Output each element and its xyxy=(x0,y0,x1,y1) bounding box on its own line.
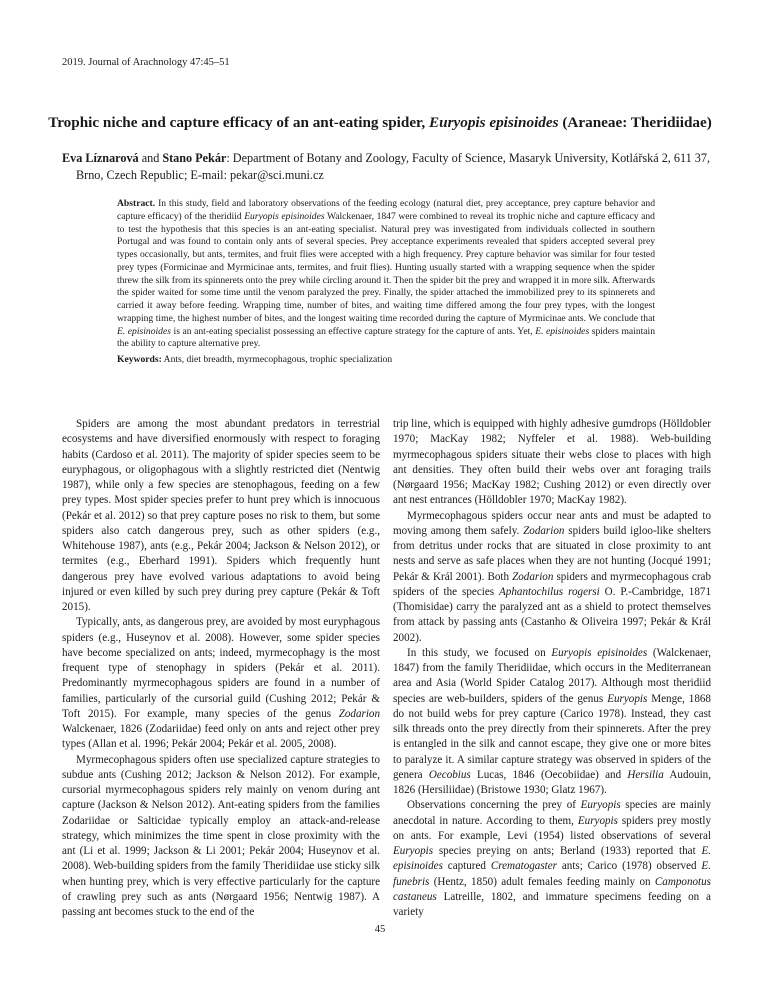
paragraph-text: captured xyxy=(442,860,491,873)
paragraph-text: O. P.-Cambridge, 1871 (Thomisidae) carry the paralyzed ant as a shield to protect themselves from attack by passing ants (Castanho & Oliveira 1997; Pekár & Král 2002). xyxy=(393,585,711,644)
paragraph-continued: trip line, which is equipped with highly adhesive gumdrops (Hölldobler 1970; MacKay 1982; Nyffeler et al. 1988). Web-building myrmecophagous spiders situate their webs close to places with high ant densities. They often build their webs over ant foraging trails (Nørgaard 1956; MacKay 1982; Cushing 2012) or even directly over ant nest entrances (Hölldobler 1970; MacKay 1982). xyxy=(393,418,711,507)
body-column-left xyxy=(62,417,380,920)
abstract-text: is an ant-eating specialist possessing an effective capture strategy for the capture of ants. Yet, xyxy=(170,325,536,337)
title-text: Trophic niche and capture efficacy of an ant-eating spider, xyxy=(48,114,429,131)
paragraph-text: ants; Carico (1978) observed xyxy=(556,860,702,873)
title-text-end: (Araneae: Theridiidae) xyxy=(558,114,712,131)
paragraph-text: Myrmecophagous spiders occur near ants and must be adapted to moving among them safely. xyxy=(393,509,711,537)
author-conjunction: and xyxy=(138,151,163,165)
paragraph: Myrmecophagous spiders often use specialized capture strategies to subdue ants (Cushing 2012; Jackson & Nelson 2012). For example, cursorial myrmecophagous spiders rely mainly on venom during ant capture (Jackson & Nelson 2012). Ant-eating spiders from the families Zodariidae or Salticidae typically employ an attack-and-release strategy, which minimizes the time spent in close proximity with the ant (Li et al. 1999; Jackson & Li 2001; Pekár 2004; Huseynov et al. 2008). Web-building spiders from the family Theridiidae use sticky silk when hunting prey, which is very effective particularly for the capture of crawling prey such as ants (Nørgaard 1956; Nentwig 1987). A passing ant becomes stuck to the end of the xyxy=(62,753,380,918)
paragraph-text: In this study, we focused on xyxy=(407,646,552,659)
species-name: E. funebris xyxy=(393,860,711,888)
species-name: E. episinoides xyxy=(535,325,590,337)
genus-name: Euryopis xyxy=(577,814,618,827)
genus-name: Euryopis xyxy=(393,845,434,857)
paragraph xyxy=(393,798,711,920)
genus-name: Zodarion xyxy=(523,524,565,537)
abstract-text: spiders maintain the ability to capture alternative prey. xyxy=(117,325,656,350)
paragraph-text: Observations concerning the prey of xyxy=(407,799,581,812)
species-name: E. episinoides xyxy=(393,845,711,873)
keywords-text: Ants, diet breadth, myrmecophagous, trophic specialization xyxy=(161,354,393,365)
abstract-text: Walckenaer, 1847 were combined to reveal its trophic niche and capture efficacy and to test the hypothesis that this species is an ant-eating specialist. Natural prey was investigated from individuals collected in southern Portugal and was found to contain only ants of several species. Prey acceptance experiments revealed that spiders accepted several prey types occasionally, but ants, termites, and fruit flies were accepted with a high frequency. Prey capture behavior was similar for four tested prey types (Formicinae and Myrmicinae ants, termites, and fruit flies). Hunting usually started with a wrapping sequence when the spider threw the silk from its spinnerets onto the prey while circling around it. Then the spider bit the prey and wrapped it in more silk. Afterwards the spider waited for some time until the venom paralyzed the prey. Finally, the spider attached the immobilized prey to its spinnerets and carried it away before feeding. Wrapping time, number of bites, and waiting time differed among the four prey types, with the longest wrapping time, the highest number of bites, and the longest waiting time recorded during the capture of Myrmicinae ants. We conclude that xyxy=(117,210,655,324)
genus-name: Zodarion xyxy=(338,707,380,720)
paragraph-text: species preying on ants; Berland (1933) reported that xyxy=(433,845,702,857)
paragraph-text: spiders build igloo-like shelters from detritus under rocks that are situated in close proximity to ant nests and serve as safe places when they are not hunting (Jocqué 1991; Pekár & Král 2001). Both xyxy=(393,524,711,583)
paragraph: Spiders are among the most abundant predators in terrestrial ecosystems and have diversified enormously with respect to foraging habits (Cardoso et al. 2011). The majority of spider species seem to be euryphagous, or oligophagous with a slightly restricted diet (Nentwig 1987), while only a few species are stenophagous, feeding on a few prey types. Most spider species prefer to hunt prey which is innocuous (Pekár et al. 2012) so that prey capture poses no risk to them, but some spiders also catch dangerous prey, such as other spiders (e.g., Whitehouse 1987), ants (e.g., Pekár 2004; Jackson & Nelson 2012), or termites (e.g., Eberhard 1991). Spiders which frequently hunt dangerous prey have evolved various adaptations to avoid being injured or even killed by such prey during prey capture (Pekár & Toft 2015). xyxy=(62,418,380,613)
species-name: E. episinoides xyxy=(117,325,171,337)
paragraph-text: Walckenaer, 1826 (Zodariidae) feed only on ants and reject other prey types (Allan et al. 1996; Pekár 2004; Pekár et al. 2005, 2008). xyxy=(62,723,380,751)
page-number: 45 xyxy=(374,924,386,935)
author-name: Eva Líznarová xyxy=(62,151,139,165)
paragraph-text: Typically, ants, as dangerous prey, are avoided by most euryphagous spiders (e.g., Huseynov et al. 2008). However, some spider species have become specialized on ants; indeed, myrmecophagy is the most frequent type of stenophagy in spiders (Pekár et al. 2011). Predominantly myrmecophagous spiders are found in a number of families, particularly of the cursorial guild (Cushing 2012; Pekár & Toft 2015). For example, many species of the genus xyxy=(62,616,381,720)
affiliation: : Department of Botany and Zoology, Faculty of Science, Masaryk University, Kotlářská 2, 611 37, Brno, Czech Republic; E-mail: pekar@sci.muni.cz xyxy=(76,151,710,182)
paragraph xyxy=(393,509,711,646)
paragraph-text: species are mainly anecdotal in nature. According to them, xyxy=(393,799,711,827)
paragraph xyxy=(62,615,380,752)
keywords xyxy=(117,354,655,365)
abstract-label: Abstract. xyxy=(117,198,156,209)
author-name: Stano Pekár xyxy=(162,151,227,165)
running-head: 2019. Journal of Arachnology 47:45–51 xyxy=(62,57,230,68)
abstract xyxy=(117,198,655,351)
body-column-right xyxy=(393,417,711,920)
genus-name: Euryopis xyxy=(607,692,648,705)
paragraph-text: (Hentz, 1850) adult females feeding mainly on xyxy=(429,875,655,888)
author-block xyxy=(62,150,726,184)
genus-name: Hersilia xyxy=(627,768,664,781)
paragraph xyxy=(393,646,711,799)
paragraph-text: Latreille, 1802, and immature specimens feeding on a variety xyxy=(393,890,711,918)
keywords-label: Keywords: xyxy=(117,354,162,365)
title-species: Euryopis episinoides xyxy=(429,114,559,131)
article-title xyxy=(40,113,720,132)
genus-name: Zodarion xyxy=(512,570,554,583)
genus-name: Euryopis xyxy=(580,799,621,812)
paragraph-text: Menge, 1868 do not build webs for prey capture (Carico 1978). Instead, they cast silk threads onto the prey directly from their spinnerets. After the prey is entangled in the silk and cannot escape, they give one or more bites to paralyze it. A similar capture strategy was observed in spiders of the genera xyxy=(393,692,711,781)
species-name: Aphantochilus rogersi xyxy=(499,585,600,598)
species-name: Camponotus castaneus xyxy=(393,875,711,903)
paragraph-text: (Walckenaer, 1847) from the family Theridiidae, which occurs in the Mediterranean area and Asia (World Spider Catalog 2017). Although most theridiid species are web-builders, spiders of the genus xyxy=(393,646,711,705)
paragraph-text: spiders prey mostly on ants. For example, Levi (1954) listed observations of several xyxy=(393,814,712,842)
species-name: Euryopis episinoides xyxy=(244,210,325,222)
paragraph-text: Lucas, 1846 (Oecobiidae) and xyxy=(470,768,628,781)
genus-name: Oecobius xyxy=(428,768,471,781)
species-name: Euryopis episinoides xyxy=(551,646,648,659)
paragraph-text: Audouin, 1826 (Hersiliidae) (Bristowe 1930; Glatz 1967). xyxy=(393,768,711,796)
genus-name: Crematogaster xyxy=(490,860,557,873)
abstract-text: In this study, field and laboratory observations of the feeding ecology (natural diet, prey acceptance, prey capture behavior and capture efficacy) of the theridiid xyxy=(117,198,655,222)
paragraph-text: spiders and myrmecophagous crab spiders of the species xyxy=(393,570,711,598)
